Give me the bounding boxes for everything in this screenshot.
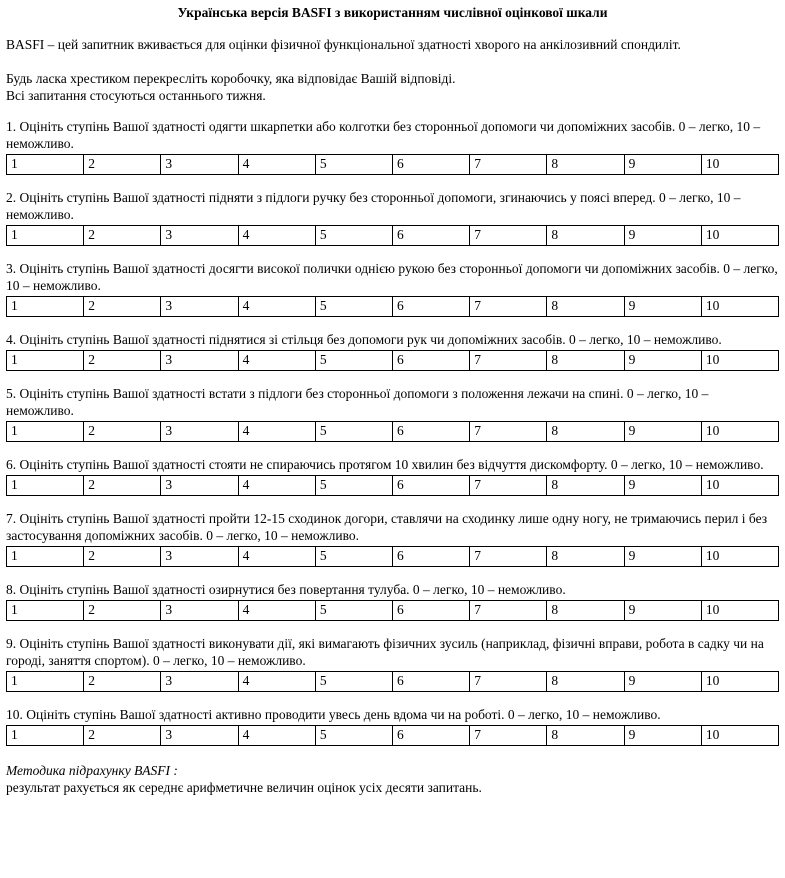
scale-cell-2[interactable]: 2 <box>84 547 161 566</box>
question-4-rating-scale <box>6 350 779 371</box>
question-7-rating-scale <box>6 546 779 567</box>
scale-cell-10[interactable]: 10 <box>702 226 778 245</box>
scale-cell-9[interactable]: 9 <box>625 601 702 620</box>
question-5 <box>6 385 779 442</box>
question-9-text: 9. Оцініть ступінь Вашої здатності виконувати дії, які вимагають фізичних зусиль (наприклад, фізичні вправи, робота в садку чи на городі, заняття спортом). 0 – легко, 10 – неможливо. <box>6 636 764 668</box>
scale-cell-6[interactable]: 6 <box>393 547 470 566</box>
scale-cell-4[interactable]: 4 <box>239 226 316 245</box>
question-4-text: 4. Оцініть ступінь Вашої здатності піднятися зі стільця без допомоги рук чи допоміжних засобів. 0 – легко, 10 – неможливо. <box>6 332 722 347</box>
scale-cell-10[interactable]: 10 <box>702 601 778 620</box>
question-5-rating-scale <box>6 421 779 442</box>
scale-cell-10[interactable]: 10 <box>702 422 778 441</box>
scale-cell-8[interactable]: 8 <box>547 726 624 745</box>
scale-cell-10[interactable]: 10 <box>702 726 778 745</box>
scale-cell-9[interactable]: 9 <box>625 226 702 245</box>
question-6-text: 6. Оцініть ступінь Вашої здатності стояти не спираючись протягом 10 хвилин без відчуття дискомфорту. 0 – легко, 10 – неможливо. <box>6 457 764 472</box>
scale-cell-10[interactable]: 10 <box>702 297 778 316</box>
scale-cell-3[interactable]: 3 <box>161 155 238 174</box>
scale-cell-3[interactable]: 3 <box>161 226 238 245</box>
scale-cell-2[interactable]: 2 <box>84 476 161 495</box>
scale-cell-6[interactable]: 6 <box>393 226 470 245</box>
question-6 <box>6 456 779 496</box>
question-1-text: 1. Оцініть ступінь Вашої здатності одягти шкарпетки або колготки без сторонньої допомоги чи допоміжних засобів. 0 – легко, 10 – неможливо. <box>6 119 761 151</box>
scoring-methodology <box>6 762 779 796</box>
scale-cell-3[interactable]: 3 <box>161 672 238 691</box>
scale-cell-1[interactable]: 1 <box>7 297 84 316</box>
question-10-rating-scale <box>6 725 779 746</box>
scale-cell-10[interactable]: 10 <box>702 351 778 370</box>
scale-cell-4[interactable]: 4 <box>239 422 316 441</box>
intro-description: BASFI – цей запитник вживається для оцінки фізичної функціональної здатності хворого на анкілозивний спондиліт. <box>6 37 681 52</box>
scale-cell-8[interactable]: 8 <box>547 226 624 245</box>
scoring-methodology-text: результат рахується як середнє арифметичне величин оцінок усіх десяти запитань. <box>6 780 482 795</box>
scale-cell-3[interactable]: 3 <box>161 601 238 620</box>
scale-cell-7[interactable]: 7 <box>470 547 547 566</box>
scale-cell-1[interactable]: 1 <box>7 226 84 245</box>
scale-cell-7[interactable]: 7 <box>470 672 547 691</box>
scale-cell-10[interactable]: 10 <box>702 672 778 691</box>
question-7 <box>6 510 779 567</box>
scale-cell-5[interactable]: 5 <box>316 547 393 566</box>
scale-cell-1[interactable]: 1 <box>7 351 84 370</box>
question-10 <box>6 706 779 746</box>
question-6-rating-scale <box>6 475 779 496</box>
scale-cell-3[interactable]: 3 <box>161 351 238 370</box>
scale-cell-6[interactable]: 6 <box>393 297 470 316</box>
scale-cell-4[interactable]: 4 <box>239 601 316 620</box>
scale-cell-6[interactable]: 6 <box>393 351 470 370</box>
scale-cell-5[interactable]: 5 <box>316 476 393 495</box>
scale-cell-1[interactable]: 1 <box>7 547 84 566</box>
scale-cell-7[interactable]: 7 <box>470 351 547 370</box>
question-4 <box>6 331 779 371</box>
scale-cell-3[interactable]: 3 <box>161 547 238 566</box>
scale-cell-1[interactable]: 1 <box>7 422 84 441</box>
scale-cell-6[interactable]: 6 <box>393 672 470 691</box>
scale-cell-5[interactable]: 5 <box>316 155 393 174</box>
question-3-text: 3. Оцініть ступінь Вашої здатності досягти високої полички однією рукою без сторонньої допомоги чи допоміжних засобів. 0 – легко, 10 – неможливо. <box>6 261 778 293</box>
scale-cell-5[interactable]: 5 <box>316 601 393 620</box>
scale-cell-9[interactable]: 9 <box>625 726 702 745</box>
scale-cell-6[interactable]: 6 <box>393 422 470 441</box>
instruction-line-1: Будь ласка хрестиком перекресліть коробочку, яка відповідає Вашій відповіді. <box>6 71 456 86</box>
scale-cell-4[interactable]: 4 <box>239 351 316 370</box>
scale-cell-3[interactable]: 3 <box>161 422 238 441</box>
scale-cell-7[interactable]: 7 <box>470 297 547 316</box>
scale-cell-8[interactable]: 8 <box>547 672 624 691</box>
scale-cell-4[interactable]: 4 <box>239 547 316 566</box>
question-8-text: 8. Оцініть ступінь Вашої здатності озирнутися без повертання тулуба. 0 – легко, 10 – неможливо. <box>6 582 566 597</box>
scale-cell-4[interactable]: 4 <box>239 155 316 174</box>
scale-cell-2[interactable]: 2 <box>84 226 161 245</box>
question-8-rating-scale <box>6 600 779 621</box>
scale-cell-1[interactable]: 1 <box>7 672 84 691</box>
scale-cell-9[interactable]: 9 <box>625 155 702 174</box>
question-2-text: 2. Оцініть ступінь Вашої здатності підняти з підлоги ручку без сторонньої допомоги, згинаючись у поясі вперед. 0 – легко, 10 – неможливо. <box>6 190 741 222</box>
scale-cell-7[interactable]: 7 <box>470 601 547 620</box>
scale-cell-5[interactable]: 5 <box>316 351 393 370</box>
scale-cell-4[interactable]: 4 <box>239 672 316 691</box>
scale-cell-8[interactable]: 8 <box>547 155 624 174</box>
document-title: Українська версія BASFI з використанням числівної оцінкової шкали <box>177 5 608 20</box>
scale-cell-3[interactable]: 3 <box>161 297 238 316</box>
scale-cell-7[interactable]: 7 <box>470 476 547 495</box>
scale-cell-1[interactable]: 1 <box>7 155 84 174</box>
scale-cell-4[interactable]: 4 <box>239 297 316 316</box>
question-3 <box>6 260 779 317</box>
scale-cell-9[interactable]: 9 <box>625 297 702 316</box>
scale-cell-2[interactable]: 2 <box>84 726 161 745</box>
question-7-text: 7. Оцініть ступінь Вашої здатності пройти 12-15 сходинок догори, ставлячи на сходинку лише одну ногу, не тримаючись перил і без застосування допоміжних засобів. 0 – легко, 10 – неможливо. <box>6 511 768 543</box>
scale-cell-6[interactable]: 6 <box>393 726 470 745</box>
scale-cell-3[interactable]: 3 <box>161 726 238 745</box>
scale-cell-8[interactable]: 8 <box>547 547 624 566</box>
scale-cell-8[interactable]: 8 <box>547 351 624 370</box>
scale-cell-7[interactable]: 7 <box>470 155 547 174</box>
scale-cell-2[interactable]: 2 <box>84 672 161 691</box>
scale-cell-5[interactable]: 5 <box>316 726 393 745</box>
scale-cell-10[interactable]: 10 <box>702 476 778 495</box>
scale-cell-7[interactable]: 7 <box>470 726 547 745</box>
scale-cell-1[interactable]: 1 <box>7 726 84 745</box>
scale-cell-1[interactable]: 1 <box>7 601 84 620</box>
scale-cell-6[interactable]: 6 <box>393 155 470 174</box>
scale-cell-5[interactable]: 5 <box>316 297 393 316</box>
question-9-rating-scale <box>6 671 779 692</box>
scale-cell-9[interactable]: 9 <box>625 476 702 495</box>
scale-cell-4[interactable]: 4 <box>239 726 316 745</box>
scale-cell-2[interactable]: 2 <box>84 155 161 174</box>
scale-cell-10[interactable]: 10 <box>702 547 778 566</box>
instruction-line-2: Всі запитання стосуються останнього тижня. <box>6 88 266 103</box>
question-1-rating-scale <box>6 154 779 175</box>
scale-cell-2[interactable]: 2 <box>84 351 161 370</box>
scale-cell-8[interactable]: 8 <box>547 422 624 441</box>
question-5-text: 5. Оцініть ступінь Вашої здатності встати з підлоги без сторонньої допомоги з положення лежачи на спині. 0 – легко, 10 – неможливо. <box>6 386 709 418</box>
question-10-text: 10. Оцініть ступінь Вашої здатності активно проводити увесь день вдома чи на роботі. 0 – легко, 10 – неможливо. <box>6 707 661 722</box>
scale-cell-7[interactable]: 7 <box>470 226 547 245</box>
question-8 <box>6 581 779 621</box>
scale-cell-6[interactable]: 6 <box>393 601 470 620</box>
scale-cell-9[interactable]: 9 <box>625 672 702 691</box>
scale-cell-3[interactable]: 3 <box>161 476 238 495</box>
scale-cell-5[interactable]: 5 <box>316 422 393 441</box>
scale-cell-10[interactable]: 10 <box>702 155 778 174</box>
scale-cell-6[interactable]: 6 <box>393 476 470 495</box>
scoring-methodology-heading: Методика підрахунку BASFI : <box>6 763 178 778</box>
scale-cell-9[interactable]: 9 <box>625 351 702 370</box>
question-2 <box>6 189 779 246</box>
scale-cell-8[interactable]: 8 <box>547 476 624 495</box>
scale-cell-8[interactable]: 8 <box>547 601 624 620</box>
scale-cell-9[interactable]: 9 <box>625 422 702 441</box>
question-1 <box>6 118 779 175</box>
scale-cell-9[interactable]: 9 <box>625 547 702 566</box>
scale-cell-1[interactable]: 1 <box>7 476 84 495</box>
scale-cell-7[interactable]: 7 <box>470 422 547 441</box>
scale-cell-2[interactable]: 2 <box>84 422 161 441</box>
question-9 <box>6 635 779 692</box>
intro-instructions <box>6 70 779 104</box>
scale-cell-8[interactable]: 8 <box>547 297 624 316</box>
question-2-rating-scale <box>6 225 779 246</box>
scale-cell-5[interactable]: 5 <box>316 226 393 245</box>
scale-cell-4[interactable]: 4 <box>239 476 316 495</box>
scale-cell-5[interactable]: 5 <box>316 672 393 691</box>
question-3-rating-scale <box>6 296 779 317</box>
scale-cell-2[interactable]: 2 <box>84 297 161 316</box>
scale-cell-2[interactable]: 2 <box>84 601 161 620</box>
